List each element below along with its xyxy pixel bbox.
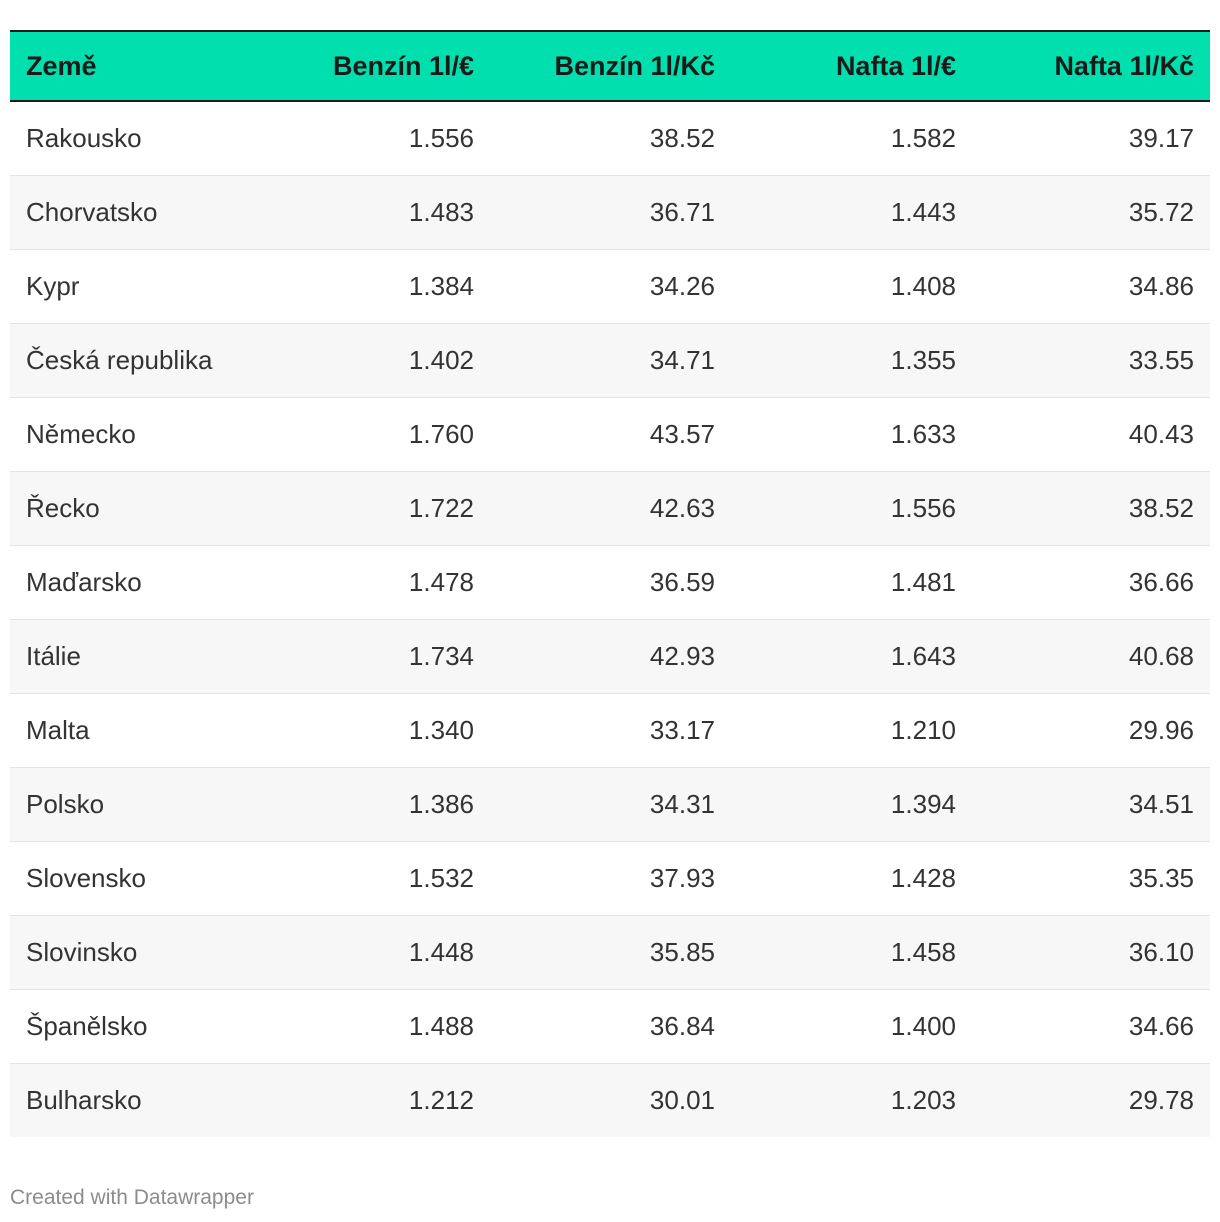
country-cell: Řecko	[10, 471, 250, 545]
table-row	[10, 101, 1210, 175]
price-cell: 1.443	[731, 175, 972, 249]
price-cell: 1.340	[250, 693, 490, 767]
price-cell: 35.35	[972, 841, 1210, 915]
price-cell: 34.26	[490, 249, 731, 323]
table-row	[10, 323, 1210, 397]
country-cell: Maďarsko	[10, 545, 250, 619]
country-cell: Kypr	[10, 249, 250, 323]
country-cell: Polsko	[10, 767, 250, 841]
price-cell: 1.633	[731, 397, 972, 471]
datawrapper-credit: Created with Datawrapper	[10, 1186, 254, 1209]
table-header	[10, 31, 1210, 101]
table-row	[10, 693, 1210, 767]
price-cell: 1.400	[731, 989, 972, 1063]
price-cell: 1.582	[731, 101, 972, 175]
table-row	[10, 841, 1210, 915]
price-cell: 36.71	[490, 175, 731, 249]
table-row	[10, 249, 1210, 323]
price-cell: 1.458	[731, 915, 972, 989]
price-cell: 1.722	[250, 471, 490, 545]
price-cell: 34.86	[972, 249, 1210, 323]
price-cell: 42.93	[490, 619, 731, 693]
price-cell: 40.68	[972, 619, 1210, 693]
price-cell: 33.55	[972, 323, 1210, 397]
price-cell: 1.355	[731, 323, 972, 397]
price-cell: 1.394	[731, 767, 972, 841]
price-cell: 29.78	[1128, 1084, 1194, 1115]
column-header-2: Benzín 1l/Kč	[490, 31, 731, 101]
table-row	[10, 915, 1210, 989]
country-cell: Chorvatsko	[10, 175, 250, 249]
price-cell: 1.556	[731, 471, 972, 545]
column-header-3: Nafta 1l/€	[731, 31, 972, 101]
header-row	[10, 31, 1210, 101]
price-cell: 36.84	[490, 989, 731, 1063]
table-row	[10, 545, 1210, 619]
price-cell: 1.428	[731, 841, 972, 915]
price-cell: 36.10	[972, 915, 1210, 989]
country-cell: Německo	[10, 397, 250, 471]
price-cell: 42.63	[490, 471, 731, 545]
price-cell: 1.408	[731, 249, 972, 323]
price-cell: 30.01	[649, 1084, 715, 1115]
price-cell: 1.481	[731, 545, 972, 619]
table-row	[10, 1063, 1210, 1137]
price-cell: 1.386	[250, 767, 490, 841]
country-cell: Itálie	[10, 619, 250, 693]
price-cell: 43.57	[490, 397, 731, 471]
table-body	[10, 101, 1210, 1137]
country-cell: Česká republika	[10, 323, 250, 397]
price-cell: 36.59	[490, 545, 731, 619]
price-cell: 38.52	[972, 471, 1210, 545]
table-row	[10, 989, 1210, 1063]
country-cell: Španělsko	[10, 989, 250, 1063]
data-table-container	[10, 30, 1210, 1137]
table-row	[10, 175, 1210, 249]
price-cell: 1.483	[250, 175, 490, 249]
price-cell: 35.85	[490, 915, 731, 989]
fuel-price-table	[10, 30, 1210, 1137]
country-cell: Bulharsko	[26, 1084, 142, 1115]
price-cell: 33.17	[490, 693, 731, 767]
price-cell: 1.448	[250, 915, 490, 989]
country-cell: Malta	[10, 693, 250, 767]
country-cell: Slovinsko	[10, 915, 250, 989]
country-cell: Slovensko	[10, 841, 250, 915]
price-cell: 1.760	[250, 397, 490, 471]
table-row	[10, 471, 1210, 545]
price-cell: 1.556	[250, 101, 490, 175]
column-header-1: Benzín 1l/€	[250, 31, 490, 101]
column-header-4: Nafta 1l/Kč	[972, 31, 1210, 101]
price-cell: 1.210	[731, 693, 972, 767]
price-cell: 29.96	[972, 693, 1210, 767]
price-cell: 35.72	[972, 175, 1210, 249]
price-cell: 34.71	[490, 323, 731, 397]
price-cell: 1.384	[250, 249, 490, 323]
price-cell: 1.478	[250, 545, 490, 619]
price-cell: 36.66	[972, 545, 1210, 619]
price-cell: 34.66	[972, 989, 1210, 1063]
price-cell: 1.203	[890, 1084, 956, 1115]
price-cell: 34.31	[490, 767, 731, 841]
price-cell: 37.93	[490, 841, 731, 915]
price-cell: 34.51	[972, 767, 1210, 841]
price-cell: 1.734	[250, 619, 490, 693]
price-cell: 38.52	[490, 101, 731, 175]
price-cell: 1.643	[731, 619, 972, 693]
price-cell: 1.532	[250, 841, 490, 915]
price-cell: 40.43	[972, 397, 1210, 471]
price-cell: 1.212	[408, 1084, 474, 1115]
country-cell: Rakousko	[10, 101, 250, 175]
price-cell: 39.17	[972, 101, 1210, 175]
price-cell: 1.402	[250, 323, 490, 397]
column-header-0: Země	[10, 31, 250, 101]
table-row	[10, 397, 1210, 471]
price-cell: 1.488	[250, 989, 490, 1063]
table-row	[10, 767, 1210, 841]
table-row	[10, 619, 1210, 693]
